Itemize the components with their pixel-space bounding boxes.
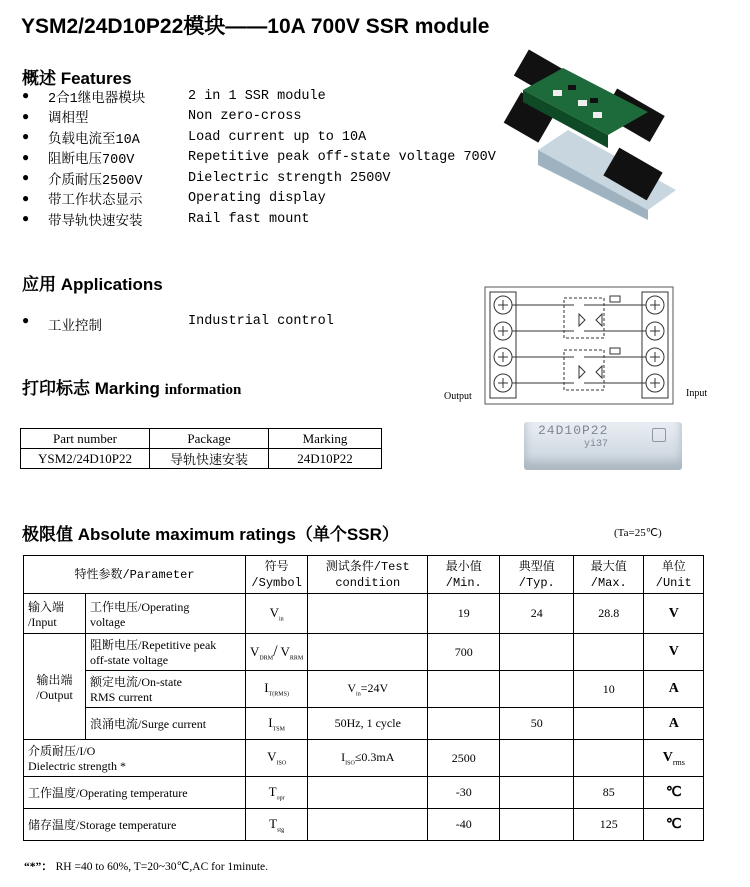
symbol-sub: stg [277, 827, 285, 834]
param-min: -40 [428, 809, 500, 841]
unit-main: V [662, 749, 673, 765]
cell-marking: 24D10P22 [269, 449, 382, 469]
chip-marking-text: 24D10P22 [538, 423, 609, 438]
param-min [428, 671, 500, 708]
param-condition [308, 740, 428, 777]
features-list [22, 86, 496, 230]
header-condition-en: condition [335, 575, 401, 590]
param-max: 85 [574, 777, 644, 809]
param-name-line1: 额定电流/On-state [90, 675, 182, 689]
param-condition [308, 809, 428, 841]
symbol-sub: opr [276, 795, 285, 802]
table-row [21, 449, 382, 469]
header-condition [308, 556, 428, 594]
header-max [574, 556, 644, 594]
param-max [574, 740, 644, 777]
feature-item [22, 148, 496, 169]
symbol-sub-2: RRM [289, 655, 304, 662]
marking-heading-en: Marking [94, 379, 160, 398]
marking-heading-cn: 打印标志 [22, 379, 90, 398]
param-typ [500, 809, 574, 841]
header-min-en: /Min. [445, 575, 482, 590]
bullet-icon: ● [22, 130, 30, 145]
marking-heading-en2: information [164, 382, 242, 398]
header-min-cn: 最小值 [445, 559, 482, 574]
param-symbol [246, 708, 308, 740]
feature-en: Non zero-cross [188, 109, 302, 125]
param-symbol [246, 777, 308, 809]
param-name: 浪涌电流/Surge current [86, 708, 246, 740]
bullet-icon: ● [22, 212, 30, 227]
param-name [86, 594, 246, 634]
marking-heading [22, 374, 241, 399]
symbol-sub: TSM [272, 726, 285, 733]
param-min: 19 [428, 594, 500, 634]
symbol-sub: DRM [259, 655, 274, 662]
symbol-main: V [269, 604, 279, 620]
param-typ [500, 671, 574, 708]
param-max: 125 [574, 809, 644, 841]
ratings-table [23, 555, 704, 841]
param-unit: ℃ [644, 777, 704, 809]
circuit-schematic [484, 286, 674, 406]
table-row [24, 708, 704, 740]
symbol-main: I [264, 680, 269, 696]
header-typ-cn: 典型值 [518, 559, 555, 574]
param-max [574, 708, 644, 740]
marking-chip-photo [524, 422, 682, 470]
param-unit: V [644, 594, 704, 634]
param-typ [500, 777, 574, 809]
header-parameter [24, 556, 246, 594]
bullet-icon: ● [22, 89, 30, 104]
bullet-icon: ● [22, 150, 30, 165]
param-typ: 24 [500, 594, 574, 634]
param-condition [308, 777, 428, 809]
ratings-header-row [24, 556, 704, 594]
header-typ-en: /Typ. [518, 575, 555, 590]
table-row [24, 740, 704, 777]
feature-item [22, 86, 496, 107]
param-name-line2: voltage [90, 614, 126, 629]
table-row [24, 777, 704, 809]
param-max: 10 [574, 671, 644, 708]
header-package: Package [150, 429, 269, 449]
header-condition-cn: 测试条件/Test [325, 559, 410, 574]
symbol-slash: / [273, 642, 278, 660]
feature-item [22, 127, 496, 148]
param-symbol [246, 594, 308, 634]
footnote-text: RH =40 to 60%, T=20~30℃,AC for 1minute. [55, 861, 268, 873]
footnote [24, 858, 268, 874]
param-symbol [246, 634, 308, 671]
product-photo [498, 40, 678, 220]
chip-date-code: yi37 [584, 439, 609, 450]
feature-en: Load current up to 10A [188, 129, 367, 145]
symbol-sub: in [278, 616, 284, 623]
cell-package: 导轨快速安装 [150, 449, 269, 469]
header-symbol-en: /Symbol [251, 575, 302, 590]
header-parameter-text: 特性参数/Parameter [74, 567, 195, 582]
param-unit: ℃ [644, 809, 704, 841]
condition-main: I [341, 749, 346, 764]
feature-cn: 带导轨快速安装 [48, 214, 143, 230]
group-input [24, 594, 86, 634]
symbol-main: T [268, 783, 277, 799]
header-min [428, 556, 500, 594]
header-max-en: /Max. [590, 575, 627, 590]
marking-table [20, 428, 382, 469]
param-max [574, 634, 644, 671]
param-symbol [246, 809, 308, 841]
symbol-sub: ISO [276, 760, 287, 767]
param-unit [644, 740, 704, 777]
param-name [86, 671, 246, 708]
feature-item [22, 107, 496, 128]
header-unit-en: /Unit [655, 575, 692, 590]
feature-en: Repetitive peak off-state voltage 700V [188, 150, 496, 166]
param-condition [308, 634, 428, 671]
param-typ [500, 634, 574, 671]
table-row [24, 671, 704, 708]
param-name [86, 634, 246, 671]
param-name-line2: off-state voltage [90, 653, 169, 667]
param-unit: A [644, 708, 704, 740]
param-typ: 50 [500, 708, 574, 740]
features-heading: 概述 Features [22, 69, 132, 88]
condition-sub: ISO [345, 760, 355, 767]
param-min: 2500 [428, 740, 500, 777]
param-name: 工作温度/Operating temperature [24, 777, 246, 809]
ratings-heading: 极限值 Absolute maximum ratings（单个SSR） [22, 525, 399, 544]
feature-item [22, 189, 496, 210]
header-unit-cn: 单位 [661, 559, 686, 574]
param-name-line2: Dielectric strength * [28, 759, 126, 773]
param-name-line1: 工作电压/Operating [90, 599, 190, 614]
condition-main: V [347, 680, 357, 695]
param-min [428, 708, 500, 740]
application-item [22, 314, 334, 335]
ratings-ta-note: (Ta=25℃) [614, 527, 662, 539]
group-output-en: /Output [36, 687, 73, 702]
footnote-mark: “*”： [24, 861, 53, 873]
circuit-diagram [440, 286, 720, 406]
symbol-main-2: V [280, 643, 290, 659]
header-symbol-cn: 符号 [264, 559, 289, 574]
symbol-main: T [269, 815, 278, 831]
symbol-sub: T(RMS) [268, 691, 289, 698]
feature-item [22, 209, 496, 230]
condition-sub: in [356, 691, 361, 698]
table-row [24, 809, 704, 841]
feature-en: 2 in 1 SSR module [188, 88, 326, 104]
header-symbol [246, 556, 308, 594]
group-input-cn: 输入端 [28, 599, 65, 614]
feature-cn: 带工作状态显示 [48, 194, 143, 210]
param-name: 储存温度/Storage temperature [24, 809, 246, 841]
feature-cn: 负载电流至10A [48, 132, 140, 148]
param-name-line2: RMS current [90, 690, 153, 704]
application-en: Industrial control [188, 314, 334, 329]
header-max-cn: 最大值 [590, 559, 627, 574]
table-row [24, 634, 704, 671]
chip-logo-icon [652, 428, 666, 442]
feature-en: Dielectric strength 2500V [188, 170, 391, 186]
param-unit: V [644, 634, 704, 671]
group-input-en: /Input [28, 614, 57, 629]
input-label: Input [686, 388, 708, 399]
application-cn: 工业控制 [48, 320, 102, 335]
condition-rest: =24V [360, 680, 389, 695]
param-condition [308, 671, 428, 708]
bullet-icon: ● [22, 171, 30, 186]
condition-rest: ≤0.3mA [354, 749, 395, 764]
feature-cn: 调相型 [48, 112, 89, 128]
param-unit: A [644, 671, 704, 708]
cell-part-number: YSM2/24D10P22 [21, 449, 150, 469]
param-name [24, 740, 246, 777]
header-typ [500, 556, 574, 594]
header-part-number: Part number [21, 429, 150, 449]
param-condition [308, 594, 428, 634]
bullet-icon: ● [22, 314, 30, 328]
bullet-icon: ● [22, 109, 30, 124]
param-typ [500, 740, 574, 777]
group-output [24, 634, 86, 740]
param-symbol [246, 671, 308, 708]
feature-en: Rail fast mount [188, 211, 310, 227]
symbol-main: I [268, 714, 273, 730]
param-min: 700 [428, 634, 500, 671]
table-row [24, 594, 704, 634]
output-label: Output [444, 391, 472, 402]
param-condition: 50Hz, 1 cycle [308, 708, 428, 740]
feature-item [22, 168, 496, 189]
param-min: -30 [428, 777, 500, 809]
group-output-cn: 输出端 [36, 672, 73, 687]
symbol-main: V [267, 749, 277, 765]
feature-cn: 阻断电压700V [48, 153, 135, 169]
unit-sub: rms [672, 757, 685, 767]
symbol-main: V [250, 643, 260, 659]
param-symbol [246, 740, 308, 777]
param-max: 28.8 [574, 594, 644, 634]
page-title: YSM2/24D10P22模块——10A 700V SSR module [21, 15, 490, 38]
table-header-row [21, 429, 382, 449]
header-marking: Marking [269, 429, 382, 449]
feature-cn: 2合1继电器模块 [48, 91, 146, 107]
applications-heading: 应用 Applications [22, 275, 163, 294]
feature-en: Operating display [188, 191, 326, 207]
header-unit [644, 556, 704, 594]
bullet-icon: ● [22, 191, 30, 206]
feature-cn: 介质耐压2500V [48, 173, 143, 189]
param-name-line1: 阻断电压/Repetitive peak [90, 638, 217, 652]
param-name-line1: 介质耐压/I/O [28, 744, 96, 758]
